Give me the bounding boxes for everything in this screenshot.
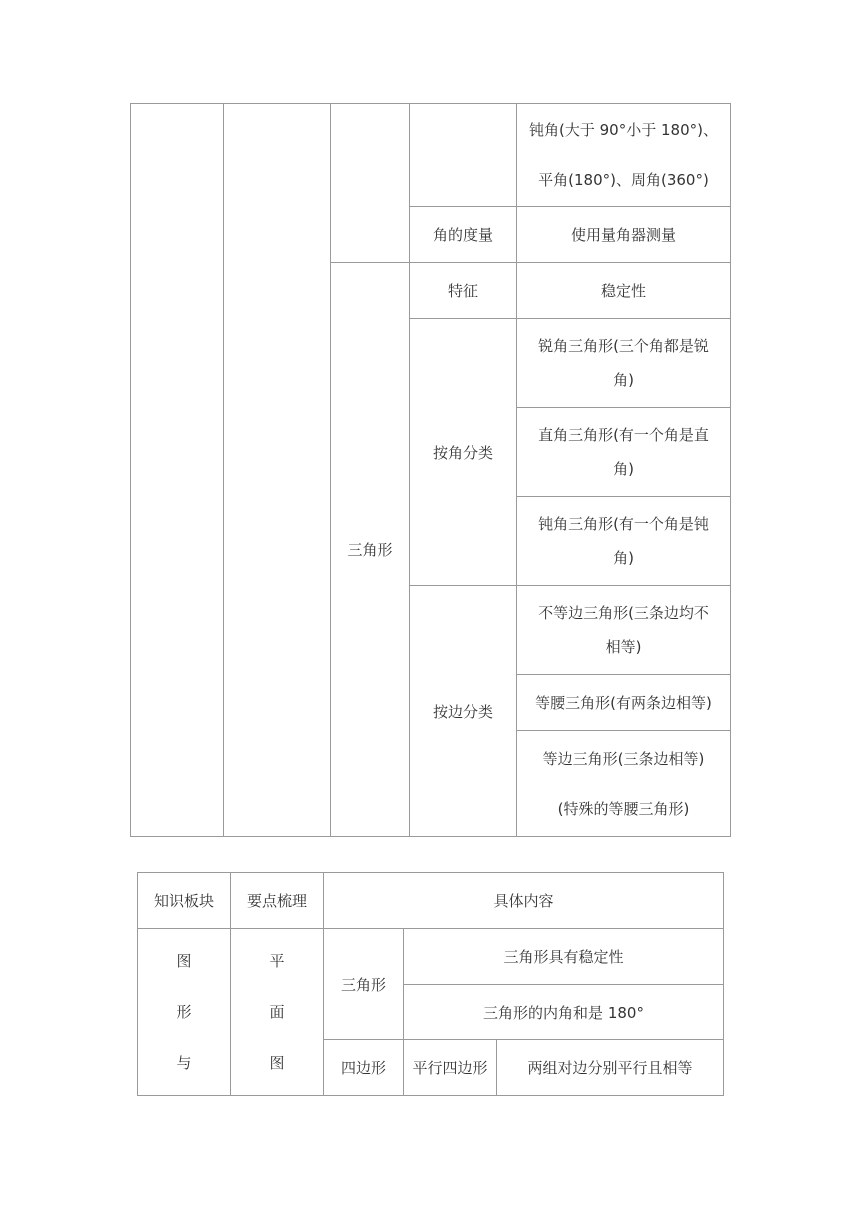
point-char-1: 平 bbox=[269, 951, 285, 970]
acute-triangle-line-2: 角) bbox=[613, 371, 634, 389]
isosceles-triangle-cell: 等腰三角形(有两条边相等) bbox=[517, 675, 731, 731]
feature-label: 特征 bbox=[410, 263, 517, 319]
quadrilateral-label: 四边形 bbox=[324, 1040, 404, 1096]
header-details: 具体内容 bbox=[324, 873, 724, 929]
triangle-stability-row: 三角形具有稳定性 bbox=[404, 929, 724, 985]
triangle-topic-label: 三角形 bbox=[324, 929, 404, 1040]
angle-types-line-2: 平角(180°)、周角(360°) bbox=[538, 171, 709, 189]
obtuse-triangle-line-1: 钝角三角形(有一个角是钝 bbox=[538, 515, 709, 533]
geometry-table-continued bbox=[130, 103, 731, 837]
by-angle-label: 按角分类 bbox=[410, 319, 517, 586]
scalene-triangle-line-1: 不等边三角形(三条边均不 bbox=[538, 604, 709, 622]
angle-types-cell bbox=[517, 104, 731, 207]
obtuse-triangle-line-2: 角) bbox=[613, 549, 634, 567]
right-triangle-cell bbox=[517, 408, 731, 497]
right-triangle-line-2: 角) bbox=[613, 460, 634, 478]
equilateral-triangle-line-1: 等边三角形(三条边相等) bbox=[542, 749, 705, 768]
feature-value: 稳定性 bbox=[517, 263, 731, 319]
angle-measure-label: 角的度量 bbox=[410, 207, 517, 263]
empty-topic-cell bbox=[331, 104, 410, 263]
header-knowledge-section: 知识板块 bbox=[138, 873, 231, 929]
parallelogram-label: 平行四边形 bbox=[404, 1040, 497, 1096]
triangle-angle-sum-row: 三角形的内角和是 180° bbox=[404, 985, 724, 1040]
angle-types-line-1: 钝角(大于 90°小于 180°)、 bbox=[529, 121, 718, 139]
empty-subtopic-cell bbox=[410, 104, 517, 207]
header-key-points: 要点梳理 bbox=[231, 873, 324, 929]
empty-point-cell bbox=[224, 104, 331, 837]
parallelogram-value: 两组对边分别平行且相等 bbox=[497, 1040, 724, 1096]
section-char-2: 形 bbox=[176, 1002, 192, 1021]
point-cell bbox=[231, 929, 324, 1096]
equilateral-triangle-line-2: (特殊的等腰三角形) bbox=[557, 799, 690, 818]
knowledge-summary-table bbox=[137, 872, 724, 1096]
acute-triangle-cell bbox=[517, 319, 731, 408]
section-cell bbox=[138, 929, 231, 1096]
by-side-label: 按边分类 bbox=[410, 586, 517, 837]
triangle-label: 三角形 bbox=[331, 263, 410, 837]
empty-section-cell bbox=[131, 104, 224, 837]
acute-triangle-line-1: 锐角三角形(三个角都是锐 bbox=[538, 337, 709, 355]
obtuse-triangle-cell bbox=[517, 497, 731, 586]
section-char-3: 与 bbox=[176, 1053, 192, 1072]
point-char-3: 图 bbox=[269, 1053, 285, 1072]
scalene-triangle-line-2: 相等) bbox=[605, 638, 642, 656]
right-triangle-line-1: 直角三角形(有一个角是直 bbox=[538, 426, 709, 444]
point-char-2: 面 bbox=[269, 1002, 285, 1021]
section-char-1: 图 bbox=[176, 951, 192, 970]
equilateral-triangle-cell bbox=[517, 731, 731, 837]
scalene-triangle-cell bbox=[517, 586, 731, 675]
angle-measure-value: 使用量角器测量 bbox=[517, 207, 731, 263]
